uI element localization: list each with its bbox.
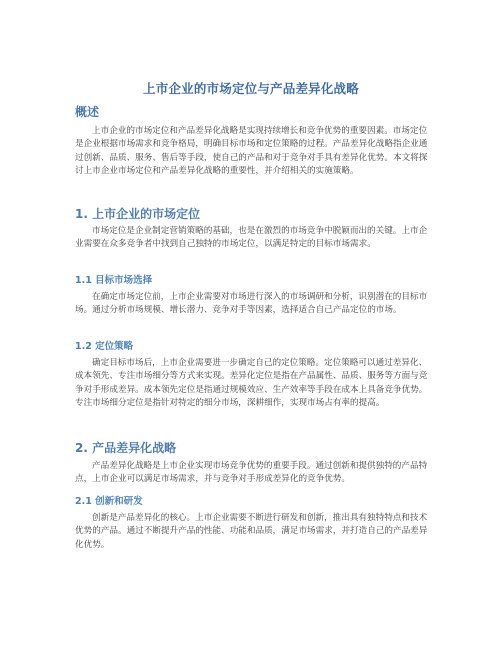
section-1-1-paragraph: 在确定市场定位前，上市企业需要对市场进行深入的市场调研和分析，识别潜在的目标市场。通过分析市场规模、增长潜力、竞争对手等因素，选择适合自己产品定位的市场。 <box>75 292 428 316</box>
section-1-1-heading: 1.1 目标市场选择 <box>75 275 153 286</box>
document-title: 上市企业的市场定位与产品差异化战略 <box>143 81 359 96</box>
section-2-heading: 2. 产品差异化战略 <box>75 441 177 455</box>
section-1-2-heading: 1.2 定位策略 <box>75 341 134 352</box>
section-1-paragraph: 市场定位是企业制定营销策略的基础，也是在激烈的市场竞争中脱颖而出的关键。上市企业需要在众多竞争者中找到自己独特的市场定位，以满足特定的目标市场需求。 <box>75 226 428 250</box>
section-1-heading: 1. 上市企业的市场定位 <box>75 207 201 221</box>
overview-heading: 概述 <box>75 105 100 119</box>
section-1-2-paragraph: 确定目标市场后，上市企业需要进一步确定自己的定位策略。定位策略可以通过差异化、成本领先、专注市场细分等方式来实现。差异化定位是指在产品属性、品质、服务等方面与竞争对手形成差异。成本领先定位是指通过规模效应、生产效率等手段在成本上具备竞争优势。专注市场细分定位是指针对特定的细分市场，深耕细作，实现市场占有率的提高。 <box>75 358 428 408</box>
section-2-1-paragraph: 创新是产品差异化的核心。上市企业需要不断进行研发和创新，推出具有独特特点和技术优势的产品。通过不断提升产品的性能、功能和品质，满足市场需求，并打造自己的产品差异化优势。 <box>75 513 428 550</box>
section-2-1-heading: 2.1 创新和研发 <box>75 496 143 507</box>
section-2-paragraph: 产品差异化战略是上市企业实现市场竞争优势的重要手段。通过创新和提供独特的产品特点，上市企业可以满足市场需求，并与竞争对手形成差异化的竞争优势。 <box>75 461 428 485</box>
overview-paragraph: 上市企业的市场定位和产品差异化战略是实现持续增长和竞争优势的重要因素。市场定位是企业根据市场需求和竞争格局，明确目标市场和定位策略的过程。产品差异化战略指企业通过创新、品质、服务、售后等手段，使自己的产品和对于竞争对手具有差异化优势。本文将探讨上市企业市场定位和产品差异化战略的重要性，并介绍相关的实施策略。 <box>75 126 428 176</box>
